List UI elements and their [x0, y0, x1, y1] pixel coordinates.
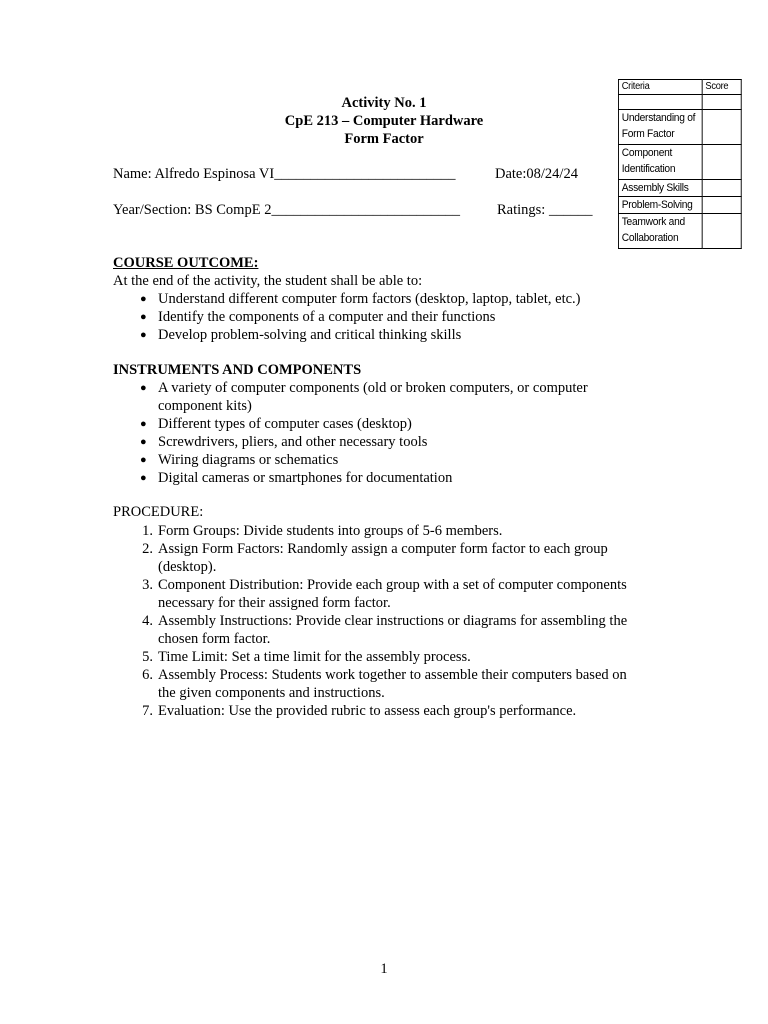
name-field: Name: Alfredo Espinosa VI_________________________ — [113, 166, 456, 182]
rubric-row — [618, 214, 741, 249]
list-item: ● Develop problem-solving and critical thinking skills — [140, 327, 462, 343]
list-item: ● Identify the components of a computer and their functions — [140, 309, 496, 325]
rubric-criterion: Component Identification — [618, 145, 702, 180]
bullet-icon: ● — [140, 436, 147, 448]
list-item: 3. Component Distribution: Provide each group with a set of computer components necessary for their assigned form factor. — [142, 577, 627, 611]
list-item: ● A variety of computer components (old or broken computers, or computer component kits) — [140, 380, 588, 414]
ratings-field: Ratings: ______ — [497, 202, 593, 218]
rubric-score-cell — [702, 214, 741, 249]
list-item: ● Screwdrivers, pliers, and other necessary tools — [140, 434, 428, 450]
rubric-row — [618, 197, 741, 214]
bullet-icon: ● — [140, 418, 147, 430]
bullet-icon: ● — [140, 293, 147, 305]
year-section-field: Year/Section: BS CompE 2__________________________ — [113, 202, 460, 218]
rubric-criterion: Teamwork and Collaboration — [618, 214, 702, 249]
bullet-icon: ● — [140, 454, 147, 466]
procedure-list — [113, 522, 653, 720]
rubric-score-cell — [702, 197, 741, 214]
bullet-icon: ● — [140, 329, 147, 341]
course-title: CpE 213 – Computer Hardware — [284, 113, 484, 129]
procedure-title: PROCEDURE: — [113, 504, 204, 520]
list-item: ● Digital cameras or smartphones for documentation — [140, 470, 453, 486]
course-outcome-intro: At the end of the activity, the student shall be able to: — [113, 273, 423, 289]
rubric-row — [618, 180, 741, 197]
list-item: ● Understand different computer form factors (desktop, laptop, tablet, etc.) — [140, 291, 581, 307]
instruments-title: INSTRUMENTS AND COMPONENTS — [113, 362, 362, 378]
rubric-criterion: Understanding of Form Factor — [618, 110, 702, 145]
rubric-score-cell — [702, 145, 741, 180]
rubric-score-cell — [702, 180, 741, 197]
list-item: ● Different types of computer cases (desktop) — [140, 416, 412, 432]
rubric-criteria-header: Criteria — [618, 80, 702, 95]
rubric-criterion: Problem-Solving — [618, 197, 702, 214]
list-item: 1. Form Groups: Divide students into groups of 5-6 members. — [142, 523, 503, 539]
list-item: 5. Time Limit: Set a time limit for the assembly process. — [142, 649, 471, 665]
page-number: 1 — [380, 961, 388, 977]
bullet-icon: ● — [140, 472, 147, 484]
topic-title: Form Factor — [344, 131, 424, 147]
list-item: 2. Assign Form Factors: Randomly assign a computer form factor to each group (desktop). — [142, 541, 608, 575]
rubric-header-row — [618, 80, 741, 95]
bullet-icon: ● — [140, 311, 147, 323]
rubric-row — [618, 145, 741, 180]
rubric-score-header: Score — [702, 80, 741, 95]
date-field: Date:08/24/24 — [495, 166, 578, 182]
bullet-icon: ● — [140, 382, 147, 394]
list-item: 4. Assembly Instructions: Provide clear instructions or diagrams for assembling the chosen form factor. — [142, 613, 628, 647]
rubric-criterion: Assembly Skills — [618, 180, 702, 197]
course-outcome-title: COURSE OUTCOME: — [113, 255, 259, 271]
list-item: 7. Evaluation: Use the provided rubric to assess each group's performance. — [142, 703, 577, 719]
course-outcome-list — [113, 290, 653, 344]
activity-title: Activity No. 1 — [341, 95, 427, 111]
list-item: 6. Assembly Process: Students work together to assemble their computers based on the given components and instructions. — [142, 667, 627, 701]
instruments-list — [113, 379, 653, 487]
list-item: ● Wiring diagrams or schematics — [140, 452, 339, 468]
